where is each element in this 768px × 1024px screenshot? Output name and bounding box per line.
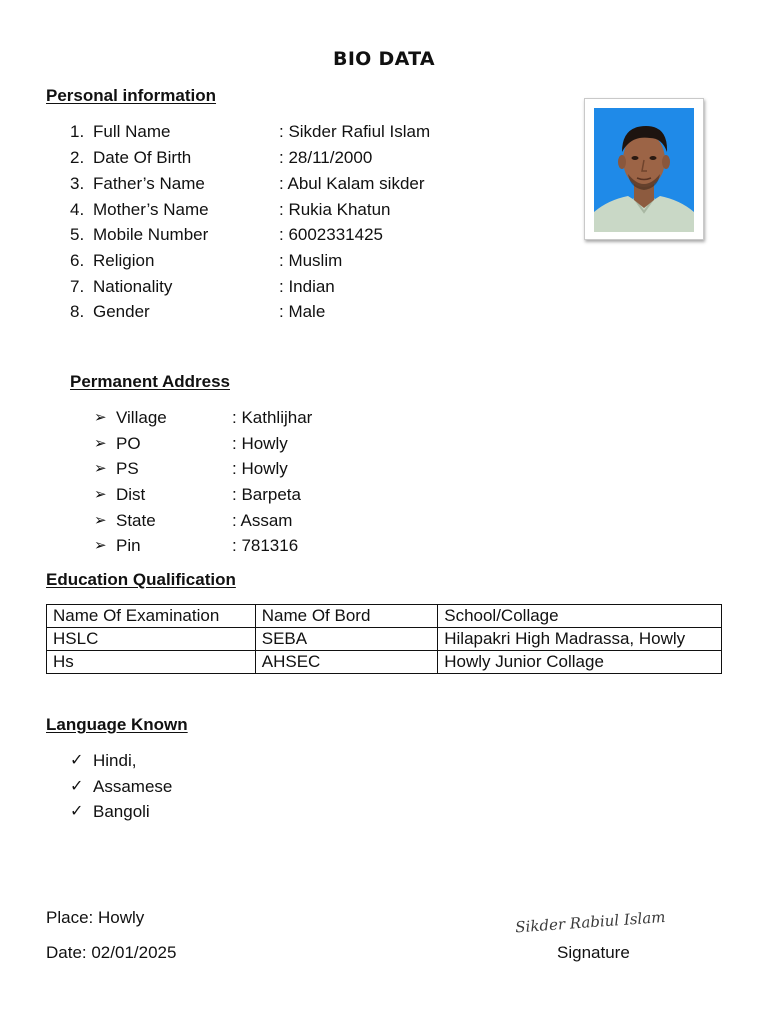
item-value: : Male [279,302,326,321]
item-label: Gender [93,302,150,321]
item-value: : Kathlijhar [232,408,313,427]
item-number: 8. [70,302,85,321]
item-number: 3. [70,174,85,193]
item-label: Full Name [93,122,171,141]
item-value: : 6002331425 [279,225,383,244]
item-value: : Sikder Rafiul Islam [279,122,431,141]
item-value: : Barpeta [232,485,301,504]
item-label: Religion [93,251,155,270]
item-value: : Assam [232,511,293,530]
check-icon: ✓ [70,752,84,769]
column-header: Name Of Bord [255,605,437,628]
table-cell: Hs [47,651,256,674]
column-header: School/Collage [438,605,722,628]
arrow-bullet-icon: ➢ [94,409,107,426]
item-label: Mother’s Name [93,200,209,219]
item-value: : Muslim [279,251,343,270]
item-value: : 781316 [232,536,299,555]
item-value: : Rukia Khatun [279,200,391,219]
item-value: : 28/11/2000 [279,148,373,167]
arrow-bullet-icon: ➢ [94,435,107,452]
place-text: Place: Howly [46,908,145,927]
item-label: Date Of Birth [93,148,192,167]
date-text: Date: 02/01/2025 [46,943,177,962]
permanent-address-heading: Permanent Address [70,372,230,391]
profile-photo [594,108,694,232]
arrow-bullet-icon: ➢ [94,537,107,554]
item-label: PS [116,459,139,478]
item-value: : Indian [279,277,335,296]
item-number: 1. [70,122,85,141]
item-label: Father’s Name [93,174,205,193]
item-number: 2. [70,148,85,167]
item-value: : Howly [232,459,288,478]
person-portrait-icon [594,108,694,232]
table-cell: Howly Junior Collage [438,651,722,674]
table-cell: SEBA [255,628,437,651]
item-number: 7. [70,277,85,296]
table-cell: Hilapakri High Madrassa, Howly [438,628,722,651]
handwritten-signature [513,905,678,935]
item-number: 6. [70,251,85,270]
arrow-bullet-icon: ➢ [94,460,107,477]
check-icon: ✓ [70,778,84,795]
item-value: : Howly [232,434,288,453]
table-header-row [47,605,722,628]
item-number: 4. [70,200,85,219]
table-cell: AHSEC [255,651,437,674]
table-row [47,628,722,651]
table-cell: HSLC [47,628,256,651]
item-label: State [116,511,156,530]
profile-photo-frame [584,98,704,240]
item-label: Nationality [93,277,173,296]
arrow-bullet-icon: ➢ [94,512,107,529]
language-name: Bangoli [93,802,150,821]
language-name: Hindi, [93,751,137,770]
arrow-bullet-icon: ➢ [94,486,107,503]
table-row [47,651,722,674]
education-heading: Education Qualification [46,570,236,589]
personal-info-heading: Personal information [46,86,217,105]
language-heading: Language Known [46,715,188,734]
item-value: : Abul Kalam sikder [279,174,425,193]
item-number: 5. [70,225,85,244]
language-name: Assamese [93,777,173,796]
column-header: Name Of Examination [47,605,256,628]
education-table [46,604,722,674]
item-label: Village [116,408,167,427]
item-label: Pin [116,536,141,555]
item-label: PO [116,434,141,453]
item-label: Dist [116,485,146,504]
svg-text:Sikder Rabiul Islam: Sikder Rabiul Islam [514,907,666,935]
item-label: Mobile Number [93,225,209,244]
check-icon: ✓ [70,803,84,820]
page-title: BIO DATA [333,48,435,70]
signature-label: Signature [557,943,630,962]
